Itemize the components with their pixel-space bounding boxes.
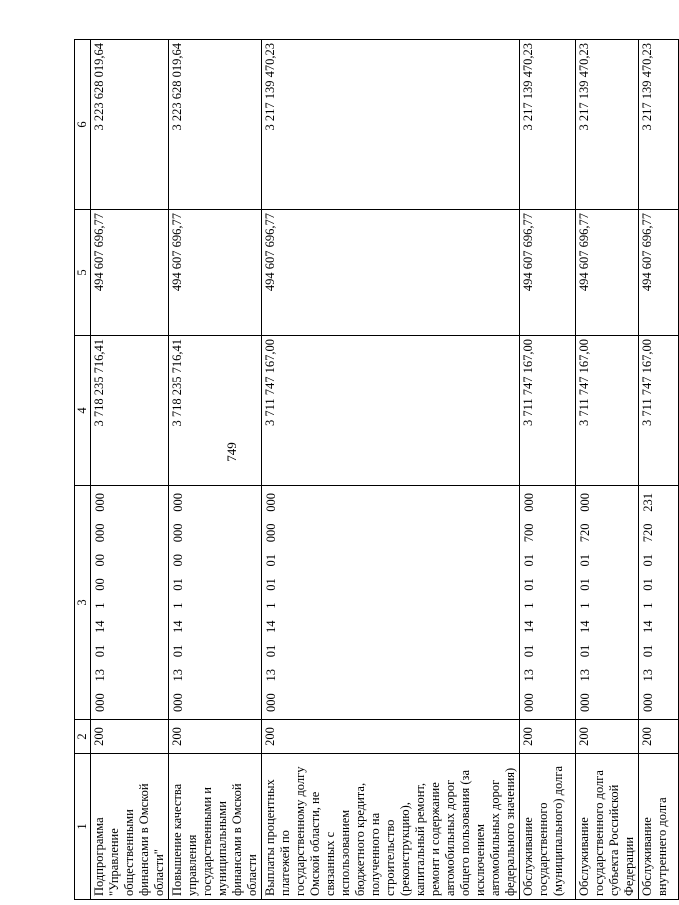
code-part: 01 [578, 578, 592, 591]
code-part: 01 [641, 554, 655, 567]
row-owner-code: 200 [639, 720, 679, 754]
code-part: 000 [522, 693, 536, 712]
code-part: 13 [93, 669, 107, 682]
code-part: 01 [522, 644, 536, 658]
row-value-col6: 3 217 139 470,23 [520, 40, 576, 210]
code-part: 00 [93, 578, 107, 591]
page-number: 749 [224, 442, 239, 462]
row-owner-code: 200 [520, 720, 576, 754]
code-part: 14 [171, 620, 185, 633]
row-classification-code [576, 486, 639, 720]
row-value-col5: 494 607 696,77 [576, 210, 639, 336]
row-owner-code: 200 [262, 720, 520, 754]
row-name: Обслуживание государственного долга субъекта Российской Федерации [576, 754, 639, 900]
code-part: 000 [522, 493, 536, 512]
code-part: 01 [578, 644, 592, 658]
row-value-col6: 3 217 139 470,23 [262, 40, 520, 210]
row-value-col4: 3 718 235 716,41 [169, 336, 262, 486]
table-row [520, 40, 576, 900]
code-part: 01 [171, 578, 185, 591]
row-value-col4: 3 711 747 167,00 [639, 336, 679, 486]
row-name: Повышение качества управления государственными и муниципальными финансами в Омской области [169, 754, 262, 900]
row-value-col6: 3 223 628 019,64 [91, 40, 169, 210]
row-owner-code: 200 [169, 720, 262, 754]
code-part: 01 [264, 554, 278, 567]
code-part: 14 [93, 620, 107, 633]
column-header-2: 2 [75, 720, 91, 754]
code-part: 1 [171, 602, 185, 609]
code-part: 01 [264, 578, 278, 591]
code-part: 01 [264, 644, 278, 658]
code-part: 13 [522, 669, 536, 682]
table-row [639, 40, 679, 900]
table-row [169, 40, 262, 900]
rotated-page [74, 40, 669, 900]
code-part: 000 [171, 523, 185, 543]
column-header-3: 3 [75, 486, 91, 720]
table-row [91, 40, 169, 900]
code-part: 13 [641, 669, 655, 682]
code-part: 14 [641, 620, 655, 633]
code-part: 000 [264, 523, 278, 543]
code-part: 01 [641, 578, 655, 591]
code-part: 000 [578, 493, 592, 512]
code-part: 1 [522, 602, 536, 609]
code-part: 01 [171, 644, 185, 658]
code-part: 000 [93, 693, 107, 712]
code-part: 000 [264, 493, 278, 512]
column-header-6: 6 [75, 40, 91, 210]
budget-table [74, 39, 679, 900]
code-part: 000 [93, 493, 107, 512]
code-part: 13 [264, 669, 278, 682]
column-header-1: 1 [75, 754, 91, 900]
row-classification-code [91, 486, 169, 720]
row-value-col4: 3 711 747 167,00 [576, 336, 639, 486]
code-part: 14 [264, 620, 278, 633]
row-value-col5: 494 607 696,77 [262, 210, 520, 336]
code-part: 1 [641, 602, 655, 609]
code-part: 1 [578, 602, 592, 609]
code-part: 720 [578, 523, 592, 543]
code-part: 000 [93, 523, 107, 543]
row-owner-code: 200 [91, 720, 169, 754]
row-classification-code [520, 486, 576, 720]
code-part: 14 [522, 620, 536, 633]
code-part: 000 [171, 693, 185, 712]
code-part: 00 [171, 554, 185, 567]
table-row [262, 40, 520, 900]
row-value-col6: 3 217 139 470,23 [576, 40, 639, 210]
row-value-col5: 494 607 696,77 [91, 210, 169, 336]
code-part: 1 [93, 602, 107, 609]
code-part: 720 [641, 523, 655, 543]
code-part: 000 [641, 693, 655, 712]
row-value-col6: 3 223 628 019,64 [169, 40, 262, 210]
code-part: 01 [93, 644, 107, 658]
code-part: 01 [522, 554, 536, 567]
row-value-col4: 3 711 747 167,00 [520, 336, 576, 486]
row-owner-code: 200 [576, 720, 639, 754]
code-part: 01 [578, 554, 592, 567]
header-row [75, 40, 91, 900]
row-name: Обслуживание внутреннего долга [639, 754, 679, 900]
table-row [576, 40, 639, 900]
row-classification-code [169, 486, 262, 720]
code-part: 00 [93, 554, 107, 567]
code-part: 01 [641, 644, 655, 658]
column-header-4: 4 [75, 336, 91, 486]
code-part: 000 [171, 493, 185, 512]
code-part: 13 [578, 669, 592, 682]
row-name: Выплаты процентных платежей по государственному долгу Омской области, не связанных с использованием бюджетного кредита, полученного на строительство (реконструкцию), капитальный ремонт, ремонт и содержание автомобильных дорог общего пользования (за исключением автомобильных дорог федерального значения) [262, 754, 520, 900]
row-name: Обслуживание государственного (муниципального) долга [520, 754, 576, 900]
row-value-col6: 3 217 139 470,23 [639, 40, 679, 210]
code-part: 1 [264, 602, 278, 609]
code-part: 13 [171, 669, 185, 682]
row-classification-code [262, 486, 520, 720]
row-value-col4: 3 711 747 167,00 [262, 336, 520, 486]
row-value-col5: 494 607 696,77 [520, 210, 576, 336]
code-part: 14 [578, 620, 592, 633]
row-value-col5: 494 607 696,77 [169, 210, 262, 336]
row-value-col5: 494 607 696,77 [639, 210, 679, 336]
code-part: 000 [264, 693, 278, 712]
row-value-col4: 3 718 235 716,41 [91, 336, 169, 486]
row-classification-code [639, 486, 679, 720]
row-name: Подпрограмма "Управление общественными финансами в Омской области" [91, 754, 169, 900]
code-part: 01 [522, 578, 536, 591]
column-header-5: 5 [75, 210, 91, 336]
code-part: 231 [641, 493, 655, 512]
code-part: 000 [578, 693, 592, 712]
code-part: 700 [522, 523, 536, 543]
